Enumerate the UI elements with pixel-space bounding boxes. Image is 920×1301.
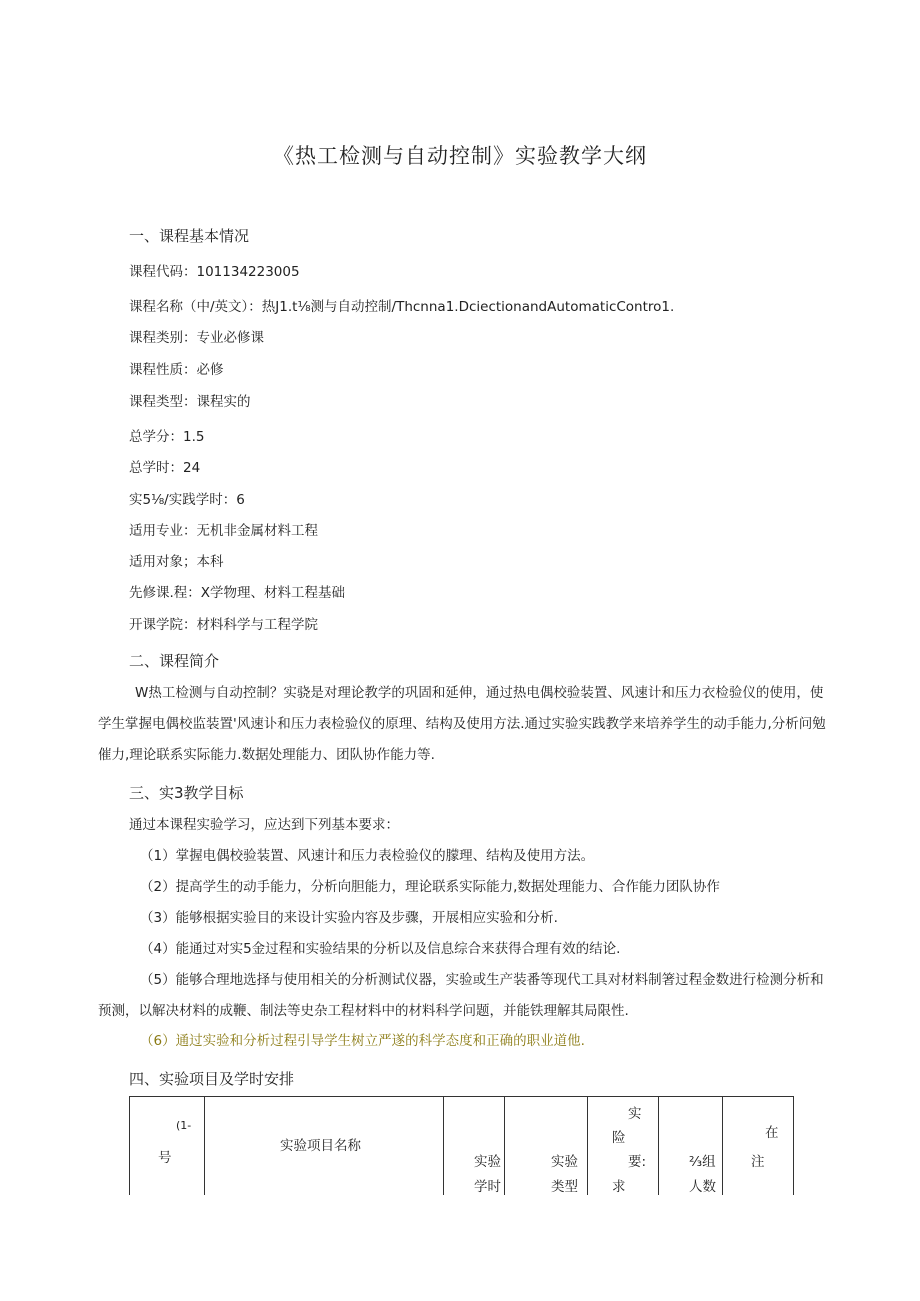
col-requirement-header xyxy=(588,1097,659,1196)
objective-item-6: （6）通过实验和分析过程引导学生树立严遂的科学态度和正确的职业道他. xyxy=(140,1033,585,1049)
objective-item-5 xyxy=(98,965,828,1027)
col-hours-label-1: 实验 xyxy=(474,1154,501,1170)
field-course-nature: 课程性质：必修 xyxy=(129,362,224,378)
section-2-heading: 二、课程简介 xyxy=(129,652,220,670)
field-college: 开课学院：材料科学与工程学院 xyxy=(129,617,318,633)
field-total-hours: 总学时：24 xyxy=(129,460,201,476)
col-notes-label-2: 注 xyxy=(751,1154,765,1170)
col-req-label-3: 要: xyxy=(628,1154,647,1170)
col-group-label-1: ⅔组 xyxy=(689,1154,716,1170)
col-notes-header xyxy=(723,1097,794,1196)
section-3-heading: 三、实3教学目标 xyxy=(129,784,244,802)
col-hours-header xyxy=(444,1097,505,1196)
document-title: 《热工检测与自动控制》实验教学大纲 xyxy=(273,144,647,168)
col-req-label-2: 险 xyxy=(612,1130,626,1146)
field-audience: 适用对象；本科 xyxy=(129,554,224,570)
col-name-header xyxy=(205,1097,444,1196)
col-type-label-1: 实验 xyxy=(551,1154,578,1170)
col-req-label-1: 实 xyxy=(628,1106,642,1122)
table-header-row xyxy=(130,1097,794,1196)
field-course-type: 课程类型：课程实的 xyxy=(129,394,251,410)
objective-item: （1）掌握电偶校验装置、风速计和压力表检验仪的朦理、结构及使用方法。 xyxy=(140,848,595,864)
schedule-table xyxy=(129,1096,794,1195)
intro-text: W热工检测与自动控制？实骁是对理论教学的巩固和延伸，通过热电偶校验装置、风速计和压力衣检验仪的使用，使学生掌握电偶校监装置'风速讣和压力表检验仪的原理、结构及使用方法.通过实验实践教学来培养学生的动手能力,分析问勉催力,理论联系实际能力.数据处理能力、团队协作能力等. xyxy=(98,685,826,763)
section-2-paragraph xyxy=(98,678,828,771)
field-practice-hours: 实5⅛/实践学时：6 xyxy=(129,492,245,508)
field-major: 适用专业：无机非金属材料工程 xyxy=(129,523,318,539)
field-total-credits: 总学分：1.5 xyxy=(129,429,205,445)
col-type-header xyxy=(505,1097,588,1196)
col-index-header xyxy=(130,1097,205,1196)
col-index-top: (1- xyxy=(176,1119,192,1132)
objective-item: （3）能够根据实验目的来设计实验内容及步骤，开展相应实验和分析. xyxy=(140,910,558,926)
col-name-label: 实验项目名称 xyxy=(280,1138,361,1154)
col-notes-label-1: 在 xyxy=(765,1125,779,1141)
objective-item: （4）能通过对实5金过程和实验结果的分析以及信息综合来获得合理有效的结论. xyxy=(140,941,621,957)
field-course-code: 课程代码：101134223005 xyxy=(129,264,300,280)
objective-item: （2）提高学生的动手能力，分析向胆能力，理论联系实际能力,数据处理能力、合作能力团队协作 xyxy=(140,879,720,895)
col-hours-label-2: 学时 xyxy=(474,1179,501,1195)
col-index-label: 号 xyxy=(158,1150,172,1166)
col-group-header xyxy=(659,1097,723,1196)
objectives-intro: 通过本课程实验学习，应达到下列基本要求： xyxy=(129,817,399,833)
col-req-label-4: 求 xyxy=(612,1179,626,1195)
section-4-heading: 四、实验项目及学时安排 xyxy=(129,1070,295,1088)
col-group-label-2: 人数 xyxy=(689,1179,716,1195)
objective-item-5-text: （5）能够合理地选择与使用相关的分析测试仪器，实验或生产装番等现代工具对材料制箸过程金数进行检测分析和预测，以解决材料的成鞭、制法等史杂工程材料中的材料科学问题，并能铁理解其局限性. xyxy=(98,972,824,1019)
section-1-heading: 一、课程基本情况 xyxy=(129,227,250,245)
col-type-label-2: 类型 xyxy=(551,1179,578,1195)
field-course-category: 课程类别：专业必修课 xyxy=(129,330,264,346)
field-prerequisites: 先修课.程：X学物理、材料工程基础 xyxy=(129,585,346,601)
field-course-name: 课程名称（中/英文）：热J1.t⅛测与自动控制/Thcnna1.DciectionandAutomaticContro1. xyxy=(129,299,675,315)
